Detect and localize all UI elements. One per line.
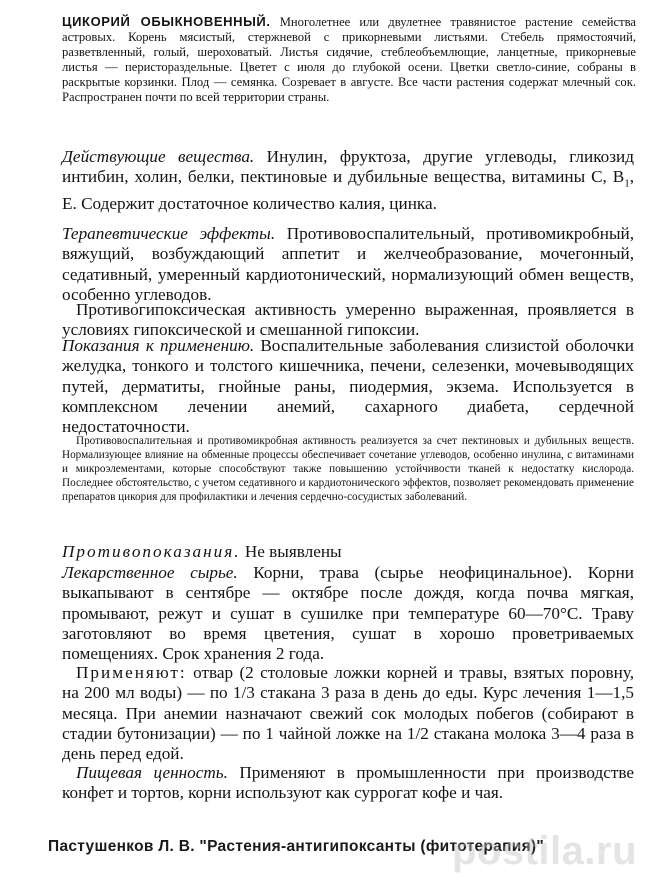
- plant-name-heading: ЦИКОРИЙ ОБЫКНОВЕННЫЙ.: [62, 14, 271, 29]
- description-text: Многолетнее или двулетнее травянистое растение семейства астровых. Корень мясистый, стержневой с прикорневыми листьями. Стебель прямостоячий, разветвленный, голый, шероховатый. Листья сидячие, стеблеобъемлющие, ланцетные, прикорневые листья — перистораздельные. Цветет с июля до глубокой осени. Цветки светло-синие, собраны в раскрытые корзинки. Плод — семянка. Созревает в августе. Все части растения содержат млечный сок. Распространен почти по всей территории страны.: [62, 15, 636, 105]
- contraindications-heading: Противопоказания.: [62, 542, 241, 561]
- indications-text: Воспалительные заболевания слизистой оболочки желудка, тонкого и толстого кишечника, печени, селезенки, мочевыводящих путей, дерматиты, гнойные раны, пиодермия, экзема. Используется в комплексном лечении анемий, сахарного диабета, сердечной недостаточности.: [62, 336, 635, 437]
- food-value-text: Применяют в промышленности при производстве конфет и тортов, корни используют как суррогат кофе и чая.: [62, 763, 635, 803]
- paragraph-description: [62, 14, 636, 106]
- active-substances-text-a: Инулин, фруктоза, другие углеводы, гликозид интибин, холин, белки, пектиновые и дубильные вещества, витамины С, В: [62, 147, 635, 187]
- vitamin-subscript: 1: [624, 177, 630, 190]
- paragraph-mechanism: [62, 435, 634, 505]
- paragraph-usage: [62, 663, 634, 764]
- active-substances-text-b: , Е. Содержит достаточное количество калия, цинка.: [62, 167, 634, 214]
- paragraph-active-substances: [62, 147, 634, 214]
- paragraph-antihypoxic: [62, 300, 634, 341]
- usage-heading: Применяют:: [76, 663, 187, 682]
- contraindications-text: Не выявлены: [240, 542, 342, 561]
- food-value-heading: Пищевая ценность.: [76, 763, 228, 782]
- paragraph-therapeutic-effects: [62, 224, 634, 305]
- watermark-logo: postila.ru: [452, 829, 638, 873]
- source-citation: Пастушенков Л. В. "Растения-антигипоксанты (фитотерапия)": [48, 838, 545, 855]
- paragraph-indications: [62, 336, 634, 437]
- therapeutic-effects-heading: Терапевтические эффекты.: [62, 224, 276, 243]
- raw-material-heading: Лекарственное сырье.: [62, 563, 238, 582]
- paragraph-contraindications: [62, 542, 634, 562]
- antihypoxic-text: Противогипоксическая активность умеренно выраженная, проявляется в условиях гипоксической и смешанной гипоксии.: [62, 300, 634, 340]
- usage-text: отвар (2 столовые ложки корней и травы, взятых поровну, на 200 мл воды) — по 1/3 стакана 3 раза в день до еды. Курс лечения 1—1,5 месяца. При анемии назначают свежий сок молодых побегов (собирают в стадии бутонизации) — по 1 чайной ложке на 1/2 стакана молока 3—4 раза в день перед едой.: [62, 663, 634, 764]
- paragraph-raw-material: [62, 563, 634, 664]
- therapeutic-effects-text: Противовоспалительный, противомикробный, вяжущий, возбуждающий аппетит и желчеобразование, мочегонный, седативный, умеренный кардиотонический, нормализующий обмен веществ, особенно углеводов.: [62, 224, 634, 304]
- raw-material-text: Корни, трава (сырье неофицинальное). Корни выкапывают в сентябре — октябре после дождя, когда почва мягкая, промывают, режут и сушат в сушилке при температуре 60—70°С. Траву заготовляют во время цветения, сушат в хорошо проветриваемых помещениях. Срок хранения 2 года.: [62, 563, 634, 664]
- indications-heading: Показания к применению.: [62, 336, 255, 355]
- active-substances-heading: Действующие вещества.: [62, 147, 255, 166]
- mechanism-text: Противовоспалительная и противомикробная активность реализуется за счет пектиновых и дубильных веществ. Нормализующее влияние на обменные процессы обеспечивает сочетание углеводов, особенно инулина, с витаминами и микроэлементами, которые способствуют также повышению устойчивости тканей к недостатку кислорода. Последнее обстоятельство, с учетом седативного и кардиотонического эффектов, позволяет рекомендовать применение препаратов цикория для профилактики и лечения сердечно-сосудистых заболеваний.: [62, 435, 634, 503]
- paragraph-food-value: [62, 763, 634, 804]
